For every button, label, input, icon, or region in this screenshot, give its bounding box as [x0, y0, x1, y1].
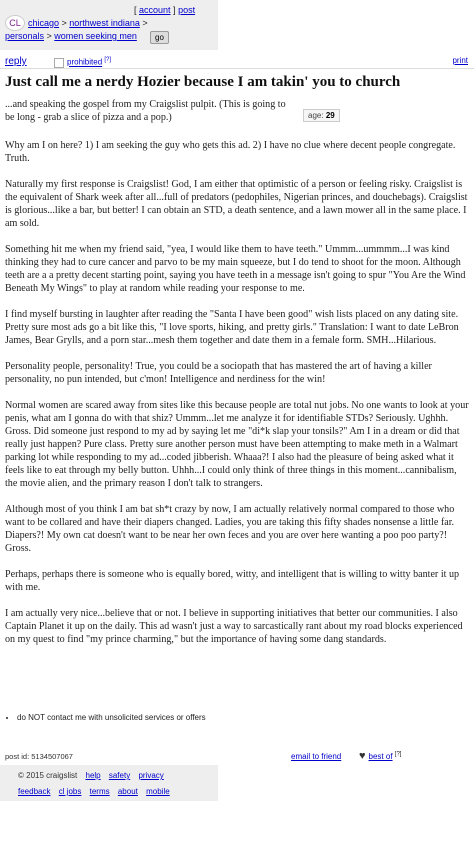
post-id: post id: 5134507067	[5, 752, 73, 761]
post-paragraph: Why am I on here? 1) I am seeking the guy who gets this ad. 2) I have no clue where decent people congregate. Truth.	[5, 140, 456, 164]
prohibited-help[interactable]: [?]	[104, 57, 112, 63]
flag-checkbox-icon[interactable]	[54, 58, 64, 68]
post-paragraph: Something hit me when my friend said, "yea, I would like them to have teeth." Ummm...ummmm...I was kind thinking they had to cure cancer and parvo to be my main squeeze, but I do tend to shoot for the moon. Although teeth are a a pretty decent starting point, saying you have teeth in a message isn't going to spur "You Are the Wind Beneath My Wings" to play at random while reading your response to me.	[5, 244, 466, 294]
footer	[0, 765, 218, 801]
footer-link-feedback[interactable]: feedback	[18, 787, 51, 796]
footer-link-cl-jobs[interactable]: cl jobs	[58, 787, 82, 796]
post-paragraph: I find myself bursting in laughter after reading the "Santa I have been good" wish lists placed on any dating site. Pretty sure most ads go a bit like this, "I love sports, hiking, and pretty girls." Translation: I want to date LeBron James, Bear Grylls, and a porn star...mesh them together and date them in a female form. SMH...Hilarious.	[5, 309, 459, 346]
post-paragraph: I am actually very nice...believe that or not. I believe in supporting initiatives that better our communities. I also Captain Planet it up on the daily. This ad wasn't just a way to sarcastically rant about my road blocks experienced on my quest to find "my prince charming," but the importance of having some dang standards.	[5, 608, 463, 645]
email-to-friend-link[interactable]: email to friend	[291, 752, 342, 761]
post-paragraph: Naturally my first response is Craigslist! God, I am either that optimistic of a person or feeling risky. Craigslist is the equivalent of Shark week after all...full of predators (pedophiles, Nigerian princes, and douchebags). Craigslist is glorious...like a bar, but better! I can obtain an STD, a death sentence, and a lawn mower all in the same place. I am sold.	[5, 179, 468, 229]
post-paragraph: Normal women are scared away from sites like this because people are total nut jobs. No one wants to look at your penis, what am I gonna do with that shiz? Ummm...let me analyze it for identifiable STDs? Seriously. Ughhh. Gross. Did someone just respond to my ad by saying let me "di*k slap your tonsils?" Am I in a dream or did that really just happen? Pure class. Pretty sure another person must have been attempting to make meth in a Walmart parking lot while responding to my ad...coded jibberish. Whaaa?! I also had the pleasure of being asked what it feels like to eat through my belly button. Uhhh...I could only think of three things in this moment...cannibalism, the movie alien, and the primary reason I don't talk to strangers.	[5, 400, 469, 489]
post-paragraph: ...and speaking the gospel from my Craigslist pulpit. (This is going to be long - grab a slice of pizza and a pop.)	[5, 99, 286, 123]
go-button[interactable]: go	[150, 31, 169, 44]
best-of-help[interactable]: [?]	[394, 751, 402, 758]
footer-link-terms[interactable]: terms	[89, 787, 110, 796]
post-title: Just call me a nerdy Hozier because I am takin' you to church	[5, 74, 401, 90]
footer-link-about[interactable]: about	[117, 787, 138, 796]
notices-list	[5, 713, 206, 722]
post-paragraph: Personality people, personality! True, you could be a sociopath that has mastered the art of having a killer personality, no pun intended, but c'mon! Intelligence and nerdiness for the win!	[5, 361, 432, 385]
best-of-control[interactable]	[359, 750, 401, 762]
breadcrumb-category[interactable]: personals	[5, 31, 45, 41]
footer-link-safety[interactable]: safety	[108, 771, 131, 780]
heart-icon[interactable]: ♥	[359, 750, 366, 762]
footer-link-privacy[interactable]: privacy	[138, 771, 164, 780]
account-links: [ account ] post	[134, 5, 196, 15]
copyright: © 2015 craigslist	[18, 771, 78, 780]
reply-button[interactable]: reply	[5, 56, 27, 67]
breadcrumb-region[interactable]: northwest indiana	[69, 18, 140, 28]
best-of-link[interactable]: best of	[368, 752, 393, 761]
age-value: 29	[325, 111, 335, 120]
header-bar	[0, 0, 218, 50]
footer-link-mobile[interactable]: mobile	[146, 787, 170, 796]
print-link[interactable]: print	[452, 56, 468, 65]
post-paragraph: Perhaps, perhaps there is someone who is equally bored, witty, and intelligent that is willing to witty banter it up with me.	[5, 569, 460, 593]
notice-item: • do NOT contact me with unsolicited services or offers	[17, 713, 206, 722]
post-body	[5, 98, 471, 659]
craigslist-logo[interactable]: CL	[5, 15, 25, 31]
breadcrumb-subcategory[interactable]: women seeking men	[54, 31, 137, 41]
breadcrumb: chicago > northwest indiana >	[28, 18, 148, 28]
breadcrumb-category-row: personals > women seeking men	[5, 31, 137, 41]
footer-link-help[interactable]: help	[85, 771, 101, 780]
prohibited-flag[interactable]	[54, 57, 111, 68]
post-paragraph: Although most of you think I am bat sh*t crazy by now, I am actually relatively normal compared to those who want to be collared and have their diapers changed. Ladies, you are taking this fifty shades nonsense a little far. Diapers?! My own cat doesn't want to be near her own feces and you are over here wanting a poo poo party?! Gross.	[5, 504, 455, 554]
footer-row-1	[18, 771, 164, 780]
breadcrumb-city[interactable]: chicago	[28, 18, 60, 28]
post-link[interactable]: post	[178, 5, 196, 15]
footer-row-2	[18, 787, 170, 796]
prohibited-link[interactable]: prohibited	[67, 57, 103, 67]
account-link[interactable]: account	[139, 5, 171, 15]
divider	[0, 68, 474, 69]
age-label: age:	[308, 111, 324, 120]
